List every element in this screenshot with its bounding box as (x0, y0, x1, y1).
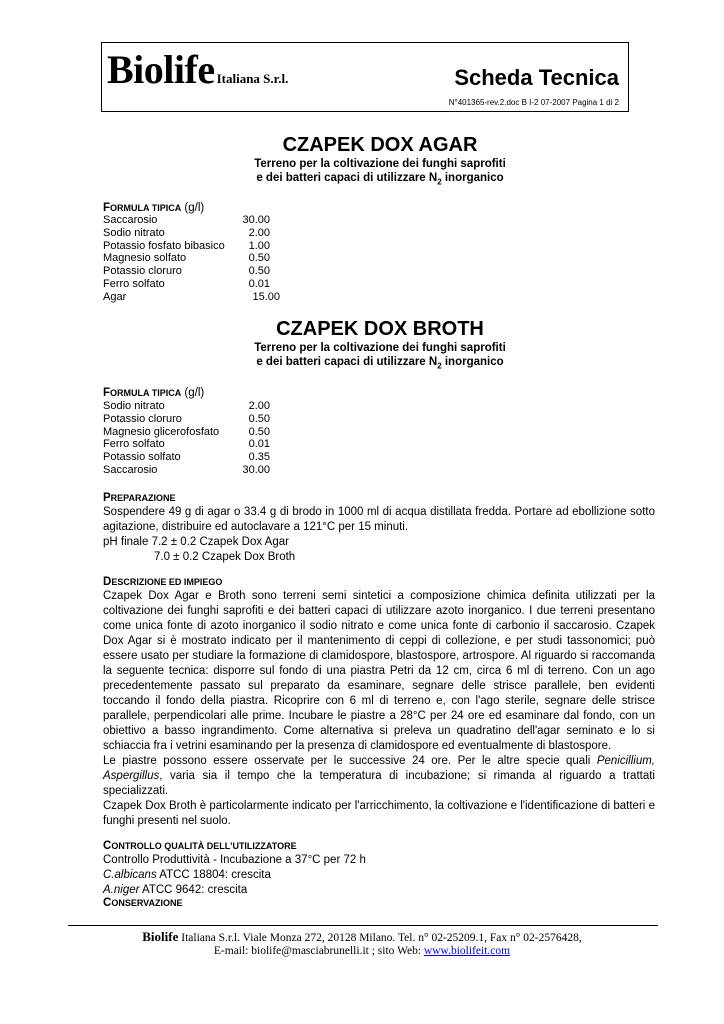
controllo-organism-1: C.albicans ATCC 18804: crescita (103, 869, 271, 881)
website-link[interactable]: www.biolifeit.com (423, 945, 511, 957)
preparazione-body: Sospendere 49 g di agar o 33.4 g di brodo in 1000 ml di acqua distillata fredda. Portare ad ebollizione sotto agitazione, distribuire ed autoclavare a 121°C per 15 minuti. (103, 506, 655, 533)
preparazione-text (103, 505, 655, 565)
footer-divider (68, 925, 658, 926)
agar-title: CZAPEK DOX AGAR (282, 134, 478, 156)
brand-name: Biolife (107, 47, 215, 92)
agar-subtitle-2: e dei batteri capaci di utilizzare $N_2$ inorganico (256, 172, 504, 187)
ph-agar: pH finale 7.2 ± 0.2 Czapek Dox Agar (103, 536, 289, 548)
descrizione-heading: DESCRIZIONE ED IMPIEGO (103, 576, 223, 588)
controllo-text (103, 853, 655, 898)
preparazione-heading: PREPARAZIONE (103, 492, 176, 504)
descrizione-text (103, 589, 655, 829)
broth-subtitle-2: e dei batteri capaci di utilizzare $N_2$ inorganico (256, 356, 504, 371)
agar-formula-heading: FORMULA TIPICA (g/l) (103, 202, 205, 214)
broth-subtitle-1: Terreno per la coltivazione dei funghi saprofiti (254, 342, 506, 354)
document-header (101, 42, 629, 112)
document-type: Scheda Tecnica (454, 65, 619, 90)
conservazione-heading: CONSERVAZIONE (103, 897, 183, 909)
descrizione-paragraph-2: Le piastre possono essere osservate per le successive 24 ore. Per le altre specie quali Penicillium, Aspergillus, varia sia il tempo che la temperatura di incubazione; si rimanda al riguardo a trattati specializzati. (103, 755, 655, 797)
agar-subtitle-1: Terreno per la coltivazione dei funghi saprofiti (254, 158, 506, 170)
descrizione-paragraph-1: Czapek Dox Agar e Broth sono terreni semi sintetici a composizione chimica definita utilizzati per la coltivazione dei funghi saprofiti e dei batteri capaci di utilizzare azoto inorganico. I due terreni presentano come unica fonte di azoto inorganico il sodio nitrato e come unica fonte di carbonio il saccarosio. Czapek Dox Agar si è mostrato indicato per il mantenimento di ceppi di collezione, e per studi tassonomici; può essere usato per studiare la formazione di clamidospore, blastospore, artrospore. Al riguardo si raccomanda la seguente tecnica: disporre sul fondo di una piastra Petri da 12 cm, circa 6 ml di terreno. Con un ago precedentemente passato sul preparato da esaminare, segnare delle strisce parallele, ben evidenti toccando il fondo della piastra. Ricoprire con 6 ml di terreno e, con l'ago sterile, segnare delle strisce parallele, perpendicolari alle prime. Incubare le piastre a 28°C per 24 ore ed esaminare dal fondo, con un obiettivo a basso ingrandimento. Come alternativa si preleva un quadratino dell'agar seminato e lo si schiaccia fra i vetrini esaminando per la presenza di clamidospore ed eventualmente di blastospore. (103, 590, 655, 752)
document-reference: N°401365-rev.2.doc B I-2 07-2007 Pagina 1 di 2 (448, 98, 619, 107)
broth-title: CZAPEK DOX BROTH (276, 318, 484, 340)
controllo-heading: CONTROLLO QUALITÀ DELL'UTILIZZATORE (103, 840, 297, 852)
brand-logo (107, 46, 288, 93)
brand-subtitle: Italiana S.r.l. (216, 71, 289, 86)
footer-email: E-mail: biolife@masciabrunelli.it ; sito Web: (213, 945, 424, 957)
footer-address: Biolife Italiana S.r.l. Viale Monza 272, 20128 Milano. Tel. n° 02-25209.1, Fax n° 02-2576428, (142, 929, 582, 944)
controllo-line: Controllo Produttività - Incubazione a 37°C per 72 h (103, 854, 366, 866)
broth-formula-heading: FORMULA TIPICA (g/l) (103, 387, 205, 399)
descrizione-paragraph-3: Czapek Dox Broth è particolarmente indicato per l'arricchimento, la coltivazione e l'identificazione di batteri e funghi presenti nel suolo. (103, 800, 655, 827)
controllo-organism-2: A.niger ATCC 9642: crescita (103, 884, 248, 896)
footer-contact (0, 944, 724, 959)
ph-broth: 7.0 ± 0.2 Czapek Dox Broth (154, 551, 296, 563)
